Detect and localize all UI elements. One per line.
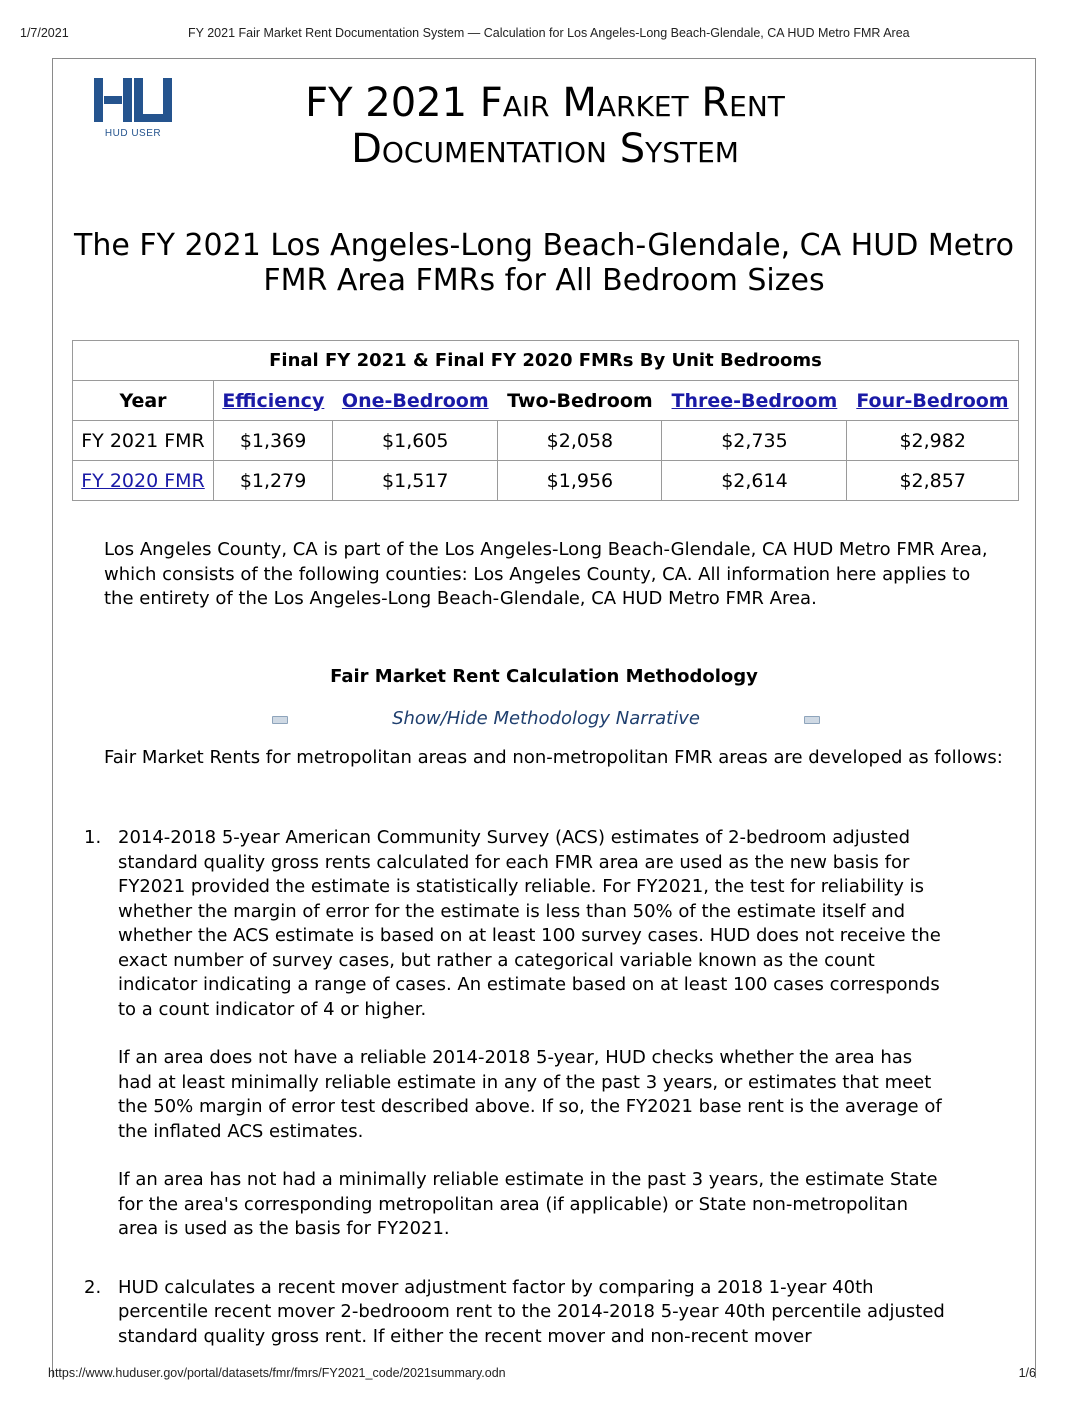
site-title-line1: FY 2021 Fair Market Rent	[305, 80, 785, 126]
step-number: 2.	[84, 1276, 102, 1298]
hud-user-logo[interactable]	[94, 78, 172, 140]
step-paragraph: 2014-2018 5-year American Community Survey (ACS) estimates of 2-bedroom adjusted standard quality gross rents calculated for each FMR area are used as the new basis for FY2021 provided the estimate is statistically reliable. For FY2021, the test for reliability is whether the margin of error for the estimate is less than 50% of the estimate itself and whether the ACS estimate is based on at least 100 survey cases. HUD does not receive the exact number of survey cases, but rather a categorical variable known as the count indicator indicating a range of cases. An estimate based on at least 100 cases corresponds to a count indicator of 4 or higher.	[118, 827, 941, 1020]
methodology-steps	[80, 826, 950, 1373]
collapse-icon[interactable]	[804, 716, 820, 724]
table-caption-row	[73, 341, 1019, 381]
table-row	[73, 461, 1019, 501]
row-year: FY 2021 FMR	[73, 421, 214, 461]
print-page-number: 1/6	[1018, 1366, 1036, 1380]
print-page-title: FY 2021 Fair Market Rent Documentation System — Calculation for Los Angeles-Long Beach-Glendale, CA HUD Metro FMR Area	[188, 26, 910, 40]
cell-four-bedroom: $2,982	[847, 421, 1019, 461]
area-title-line1: The FY 2021 Los Angeles-Long Beach-Glendale, CA HUD Metro	[74, 228, 1014, 263]
cell-efficiency: $1,369	[214, 421, 333, 461]
cell-three-bedroom: $2,614	[662, 461, 847, 501]
fy2020-fmr-link[interactable]: FY 2020 FMR	[81, 469, 205, 492]
step-number: 1.	[84, 827, 102, 848]
row-year	[73, 461, 214, 501]
step-paragraph: If an area has not had a minimally reliable estimate in the past 3 years, the estimate State for the area's corresponding metropolitan area (if applicable) or State non-metropolitan area is used as the basis for FY2021.	[118, 1169, 938, 1239]
methodology-intro: Fair Market Rents for metropolitan areas and non-metropolitan FMR areas are developed as follows:	[104, 747, 1003, 768]
fmr-table	[72, 340, 1019, 501]
cell-two-bedroom: $2,058	[498, 421, 662, 461]
four-bedroom-link[interactable]: Four-Bedroom	[856, 389, 1009, 412]
header-three-bedroom	[662, 381, 847, 421]
step-paragraph: HUD calculates a recent mover adjustment factor by comparing a 2018 1-year 40th percentile recent mover 2-bedrooom rent to the 2014-2018 5-year 40th percentile adjusted standard quality gross rent. If either the recent mover and non-recent mover	[118, 1276, 945, 1347]
cell-three-bedroom: $2,735	[662, 421, 847, 461]
site-title	[180, 80, 910, 172]
area-description: Los Angeles County, CA is part of the Los Angeles-Long Beach-Glendale, CA HUD Metro FMR Area, which consists of the following counties: Los Angeles County, CA. All information here applies to the entirety of the Los Angeles-Long Beach-Glendale, CA HUD Metro FMR Area.	[104, 539, 988, 609]
methodology-toggle-label[interactable]: Show/Hide Methodology Narrative	[392, 708, 700, 729]
list-item	[80, 826, 950, 1242]
site-title-line2: Documentation System	[351, 126, 739, 172]
cell-four-bedroom: $2,857	[847, 461, 1019, 501]
area-title-line2: FMR Area FMRs for All Bedroom Sizes	[263, 263, 825, 298]
cell-one-bedroom: $1,605	[333, 421, 498, 461]
step-paragraph: If an area does not have a reliable 2014-2018 5-year, HUD checks whether the area has had at least minimally reliable estimate in any of the past 3 years, or estimates that meet the 50% margin of error test described above. If so, the FY2021 base rent is the average of the inflated ACS estimates.	[118, 1047, 942, 1142]
cell-two-bedroom: $1,956	[498, 461, 662, 501]
cell-efficiency: $1,279	[214, 461, 333, 501]
cell-one-bedroom: $1,517	[333, 461, 498, 501]
efficiency-link[interactable]: Efficiency	[222, 389, 325, 412]
print-date: 1/7/2021	[20, 26, 69, 40]
header-one-bedroom	[333, 381, 498, 421]
header-four-bedroom	[847, 381, 1019, 421]
table-header-row	[73, 381, 1019, 421]
header-efficiency	[214, 381, 333, 421]
methodology-toggle[interactable]	[272, 708, 820, 734]
header-year: Year	[73, 381, 214, 421]
header-two-bedroom: Two-Bedroom	[498, 381, 662, 421]
table-caption: Final FY 2021 & Final FY 2020 FMRs By Unit Bedrooms	[73, 341, 1019, 381]
three-bedroom-link[interactable]: Three-Bedroom	[671, 389, 838, 412]
methodology-heading: Fair Market Rent Calculation Methodology	[330, 666, 758, 687]
logo-text: HUD USER	[104, 128, 162, 139]
list-item	[80, 1276, 950, 1350]
one-bedroom-link[interactable]: One-Bedroom	[341, 389, 489, 412]
print-url: https://www.huduser.gov/portal/datasets/fmr/fmrs/FY2021_code/2021summary.odn	[48, 1366, 506, 1380]
area-title	[52, 228, 1036, 298]
table-row	[73, 421, 1019, 461]
